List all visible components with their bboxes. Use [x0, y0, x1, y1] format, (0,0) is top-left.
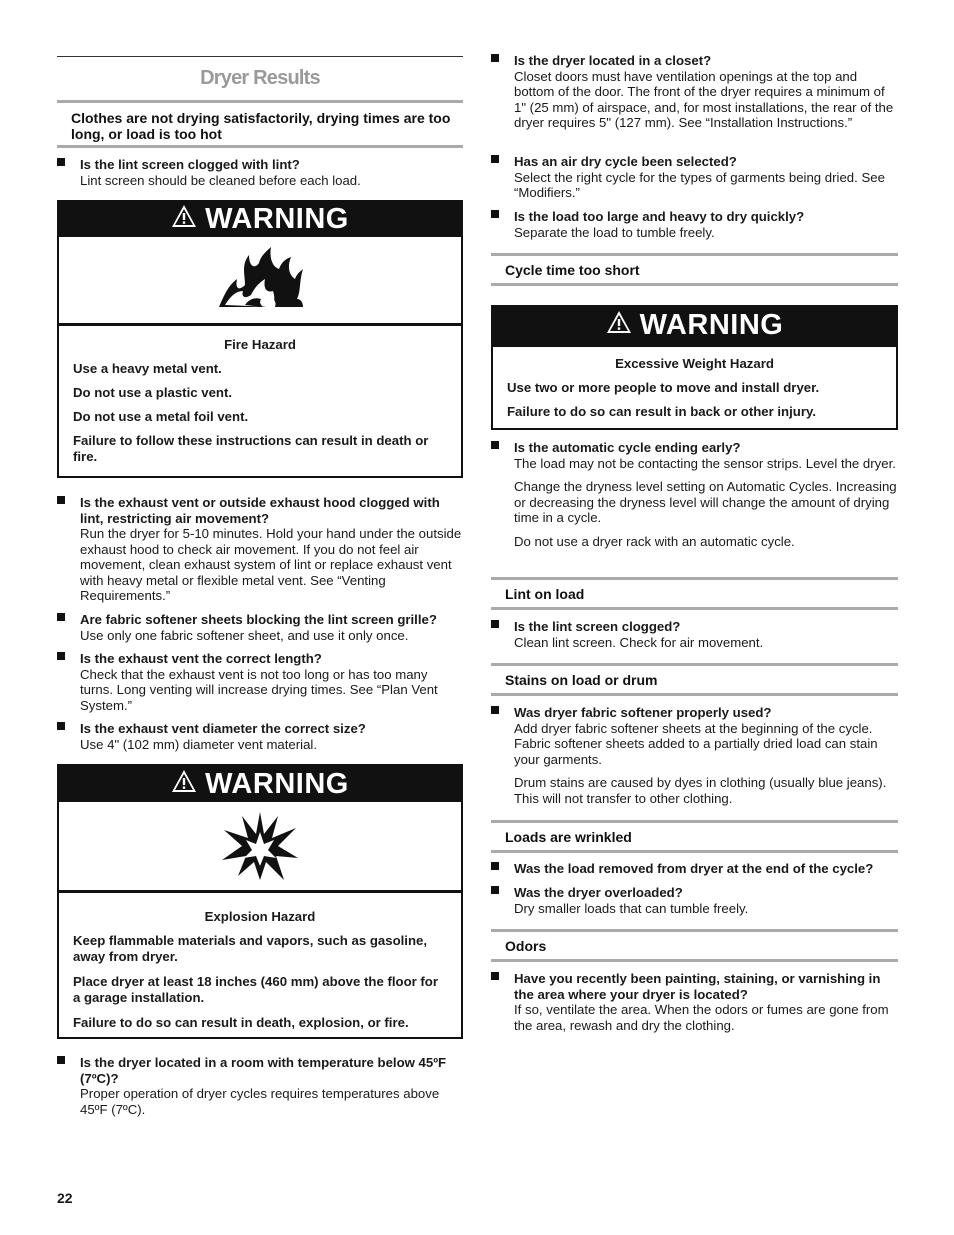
section-heading-label: Odors	[505, 938, 547, 954]
warning-label: WARNING	[205, 203, 349, 235]
section-heading-drying	[57, 100, 463, 148]
section-heading-odors	[491, 929, 898, 962]
warning-line: Use two or more people to move and install dryer.	[507, 380, 820, 395]
list-item	[57, 651, 463, 713]
bullet-icon	[491, 886, 499, 894]
section-heading-label: Cycle time too short	[505, 262, 640, 278]
answer: If so, ventilate the area. When the odors or fumes are gone from the area, rewash and dry the clothing.	[514, 1002, 889, 1033]
answer: Do not use a dryer rack with an automatic cycle.	[514, 533, 795, 549]
page-number: 22	[57, 1190, 73, 1206]
list-item	[491, 861, 898, 877]
warning-text	[59, 337, 461, 465]
question: Has an air dry cycle been selected?	[514, 154, 737, 169]
question: Was dryer fabric softener properly used?	[514, 705, 772, 720]
question: Is the exhaust vent diameter the correct size?	[80, 721, 366, 736]
bullet-icon	[57, 496, 65, 504]
hazard-title: Explosion Hazard	[204, 909, 316, 924]
list-item	[57, 1055, 463, 1117]
warning-line: Do not use a metal foil vent.	[73, 409, 249, 424]
warning-line: Failure to do so can result in death, explosion, or fire.	[73, 1015, 409, 1030]
answer: Drum stains are caused by dyes in clothing (usually blue jeans). This will not transfer to other clothing.	[514, 775, 887, 806]
list-item	[491, 154, 898, 201]
section-heading-lint	[491, 577, 898, 610]
question: Is the lint screen clogged?	[514, 619, 681, 634]
bullet-icon	[491, 620, 499, 628]
warning-line: Keep flammable materials and vapors, such as gasoline, away from dryer.	[73, 933, 428, 964]
hazard-title: Excessive Weight Hazard	[615, 356, 774, 371]
answer: Change the dryness level setting on Automatic Cycles. Increasing or decreasing the dryness level will change the amount of drying time in a cycle.	[514, 479, 897, 525]
section-heading-cycle	[491, 253, 898, 286]
question: Was the dryer overloaded?	[514, 885, 683, 900]
warning-line: Use a heavy metal vent.	[73, 361, 222, 376]
answer: Use only one fabric softener sheet, and use it only once.	[80, 627, 409, 643]
hazard-title: Fire Hazard	[224, 337, 296, 352]
bullet-icon	[57, 613, 65, 621]
list-item	[491, 440, 898, 549]
section-heading-label: Loads are wrinkled	[505, 829, 632, 845]
warning-label: WARNING	[205, 767, 349, 800]
section-heading-label: Lint on load	[505, 586, 585, 602]
bullet-icon	[57, 722, 65, 730]
warning-header	[59, 202, 461, 237]
list-item	[57, 721, 463, 752]
bullet-icon	[57, 1056, 65, 1064]
warning-triangle-icon	[171, 203, 197, 236]
section-heading-label: Clothes are not drying satisfactorily, drying times are too long, or load is too hot	[71, 110, 451, 142]
bullet-icon	[491, 862, 499, 870]
list-item	[57, 495, 463, 604]
answer: Proper operation of dryer cycles requires temperatures above 45ºF (7ºC).	[80, 1086, 440, 1117]
list-item	[491, 705, 898, 806]
question: Is the load too large and heavy to dry quickly?	[514, 209, 805, 224]
question: Have you recently been painting, staining, or varnishing in the area where your dryer is located?	[514, 971, 881, 1002]
question: Was the load removed from dryer at the end of the cycle?	[514, 861, 874, 876]
warning-text	[59, 909, 461, 1031]
warning-label: WARNING	[639, 309, 784, 341]
answer: Lint screen should be cleaned before each load.	[80, 172, 361, 188]
question: Are fabric softener sheets blocking the lint screen grille?	[80, 612, 437, 627]
answer: Run the dryer for 5-10 minutes. Hold your hand under the outside exhaust hood to check air movement. If you do not feel air movement, clean exhaust system of lint or replace exhaust vent with heavy metal or flexible metal vent. See “Venting Requirements.”	[80, 526, 462, 603]
bullet-icon	[57, 652, 65, 660]
warning-triangle-icon	[606, 309, 632, 342]
answer: Add dryer fabric softener sheets at the beginning of the cycle. Fabric softener sheets added to a partially dried load can stain your garments.	[514, 720, 878, 767]
answer: Clean lint screen. Check for air movement.	[514, 634, 764, 650]
page-title: Dryer Results	[200, 67, 320, 89]
question: Is the lint screen clogged with lint?	[80, 157, 300, 172]
list-item	[57, 612, 463, 643]
warning-triangle-icon	[171, 768, 197, 801]
warning-box-explosion	[57, 764, 463, 1039]
warning-text	[493, 356, 896, 420]
answer: Dry smaller loads that can tumble freely.	[514, 900, 749, 916]
top-rule	[57, 56, 463, 57]
bullet-icon	[491, 210, 499, 218]
bullet-icon	[491, 441, 499, 449]
bullet-icon	[491, 155, 499, 163]
section-heading-stains	[491, 663, 898, 696]
answer: The load may not be contacting the sensor strips. Level the dryer.	[514, 455, 896, 471]
question: Is the exhaust vent the correct length?	[80, 651, 322, 666]
answer: Closet doors must have ventilation openings at the top and bottom of the door. The front of the dryer requires a minimum of 1" (25 mm) of airspace, and, for most installations, the rear of the dryer requires 5" (127 mm). See “Installation Instructions.”	[514, 68, 894, 130]
bullet-icon	[491, 54, 499, 62]
list-item	[57, 157, 463, 188]
warning-line: Place dryer at least 18 inches (460 mm) above the floor for a garage installation.	[73, 974, 438, 1005]
bullet-icon	[491, 706, 499, 714]
question: Is the automatic cycle ending early?	[514, 440, 741, 455]
warning-line: Failure to follow these instructions can result in death or fire.	[73, 433, 429, 464]
section-heading-wrinkled	[491, 820, 898, 853]
answer: Separate the load to tumble freely.	[514, 224, 715, 240]
warning-header	[59, 766, 461, 802]
question: Is the exhaust vent or outside exhaust hood clogged with lint, restricting air movement?	[80, 495, 440, 526]
list-item	[491, 971, 898, 1033]
bullet-icon	[491, 972, 499, 980]
answer: Use 4" (102 mm) diameter vent material.	[80, 736, 318, 752]
warning-line: Failure to do so can result in back or other injury.	[507, 404, 816, 419]
warning-line: Do not use a plastic vent.	[73, 385, 233, 400]
question: Is the dryer located in a closet?	[514, 53, 712, 68]
explosion-icon	[59, 802, 461, 893]
warning-box-fire	[57, 200, 463, 478]
bullet-icon	[57, 158, 65, 166]
list-item	[491, 885, 898, 916]
section-heading-label: Stains on load or drum	[505, 672, 658, 688]
question: Is the dryer located in a room with temperature below 45ºF (7ºC)?	[80, 1055, 447, 1086]
list-item	[491, 209, 898, 240]
answer: Select the right cycle for the types of garments being dried. See “Modifiers.”	[514, 169, 885, 200]
list-item	[491, 53, 898, 131]
warning-box-weight	[491, 305, 898, 430]
warning-header	[493, 307, 896, 347]
answer: Check that the exhaust vent is not too long or has too many turns. Long venting will increase drying times. See “Plan Vent System.”	[80, 666, 438, 713]
fire-icon	[59, 237, 461, 326]
list-item	[491, 619, 898, 650]
